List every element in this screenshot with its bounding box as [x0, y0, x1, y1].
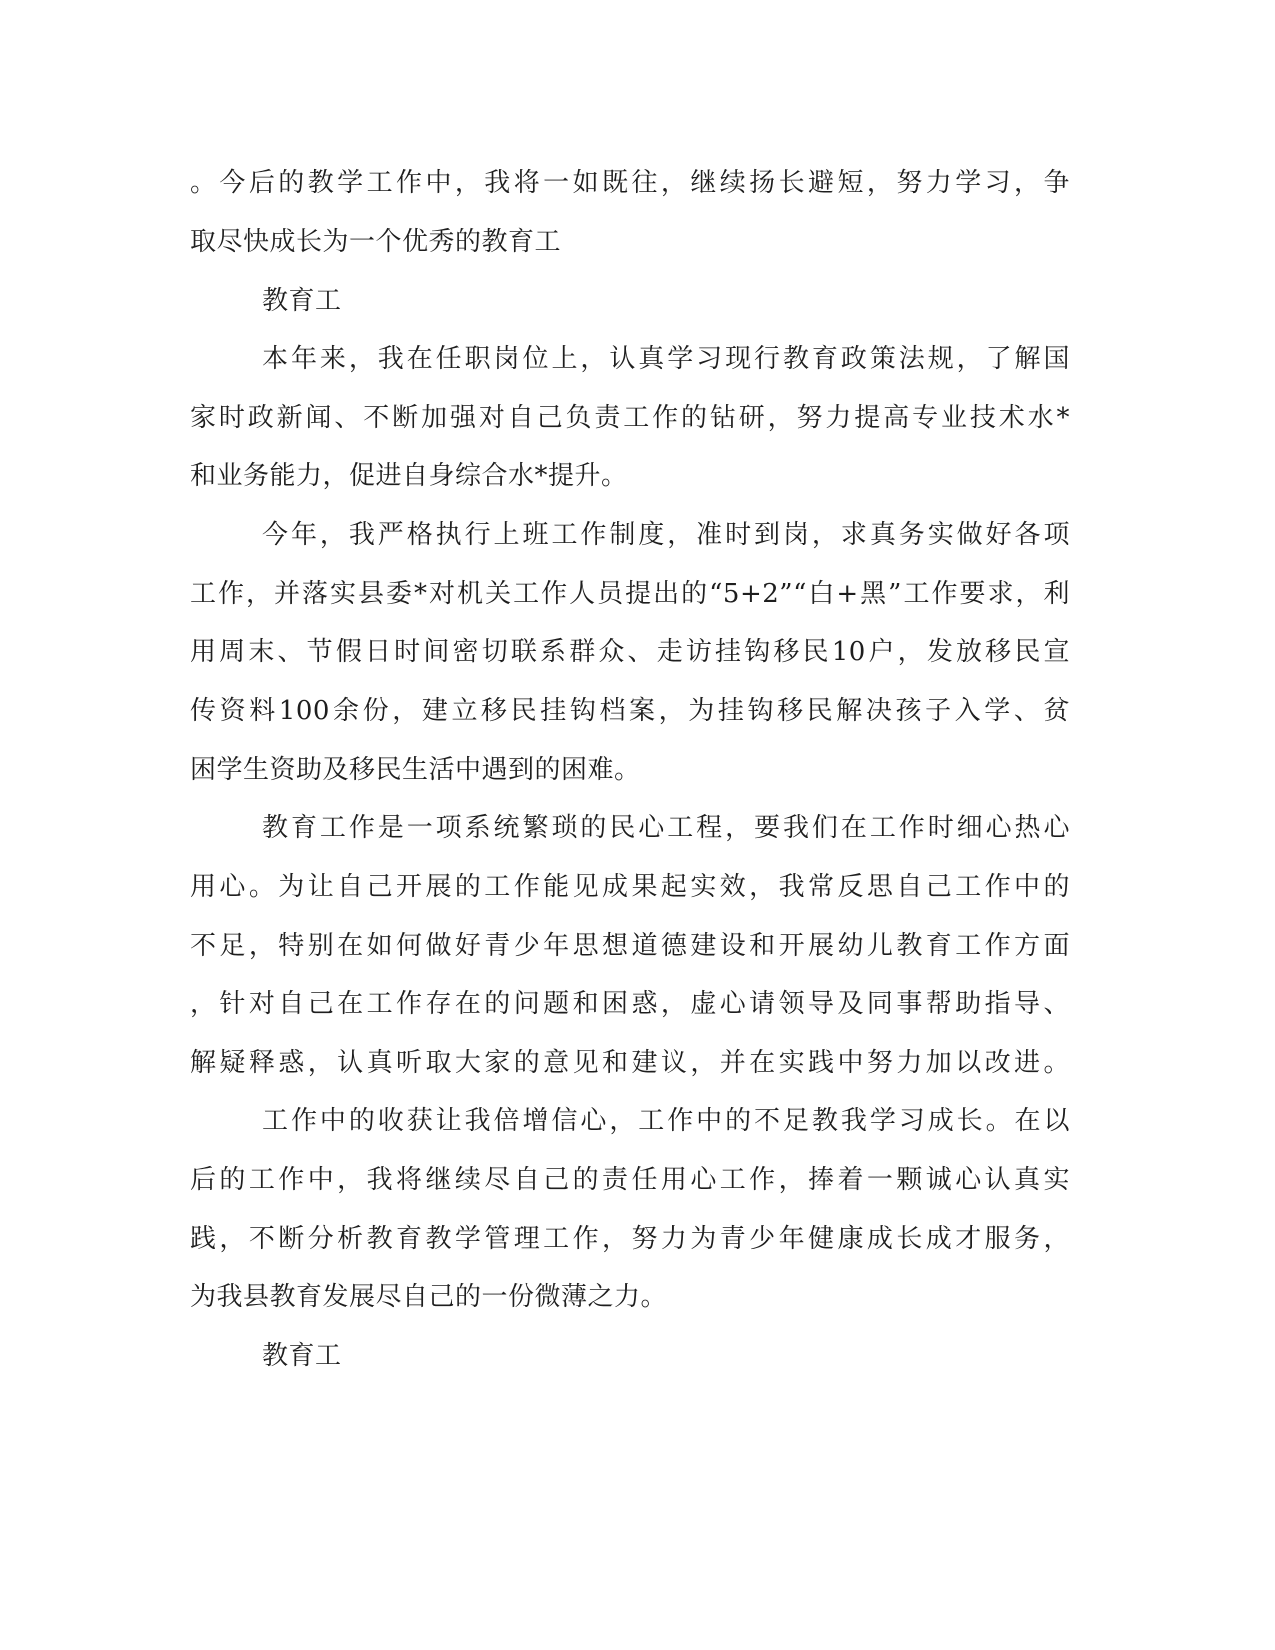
body-line: 解疑释惑，认真听取大家的意见和建议，并在实践中努力加以改进。: [190, 1048, 1070, 1078]
body-line: 工作中的收获让我倍增信心，工作中的不足教我学习成长。在以: [262, 1106, 1070, 1136]
body-line: 家时政新闻、不断加强对自己负责工作的钻研，努力提高专业技术水*: [190, 403, 1070, 433]
body-line: 。今后的教学工作中，我将一如既往，继续扬长避短，努力学习，争: [190, 168, 1070, 198]
body-line: 践，不断分析教育教学管理工作，努力为青少年健康成长成才服务，: [190, 1224, 1070, 1254]
body-line: 不足，特别在如何做好青少年思想道德建设和开展幼儿教育工作方面: [190, 931, 1070, 961]
body-line: 传资料100余份，建立移民挂钩档案，为挂钩移民解决孩子入学、贫: [190, 696, 1070, 726]
body-line: 工作，并落实县委*对机关工作人员提出的“5+2”“白+黑”工作要求，利: [190, 579, 1070, 609]
body-line: 为我县教育发展尽自己的一份微薄之力。: [190, 1282, 668, 1312]
body-line: 今年，我严格执行上班工作制度，准时到岗，求真务实做好各项: [262, 520, 1070, 550]
body-line: ，针对自己在工作存在的问题和困惑，虚心请领导及同事帮助指导、: [190, 989, 1070, 1019]
body-line: 教育工作是一项系统繁琐的民心工程，要我们在工作时细心热心: [262, 813, 1070, 843]
section-heading: 教育工: [262, 1341, 342, 1371]
body-line: 用心。为让自己开展的工作能见成果起实效，我常反思自己工作中的: [190, 872, 1070, 902]
body-line: 和业务能力，促进自身综合水*提升。: [190, 461, 628, 491]
body-line: 后的工作中，我将继续尽自己的责任用心工作，捧着一颗诚心认真实: [190, 1165, 1070, 1195]
body-line: 用周末、节假日时间密切联系群众、走访挂钩移民10户，发放移民宣: [190, 637, 1070, 667]
body-line: 取尽快成长为一个优秀的教育工: [190, 227, 562, 257]
section-heading: 教育工: [262, 286, 342, 316]
body-line: 本年来，我在任职岗位上，认真学习现行教育政策法规，了解国: [262, 344, 1070, 374]
body-line: 困学生资助及移民生活中遇到的困难。: [190, 755, 641, 785]
